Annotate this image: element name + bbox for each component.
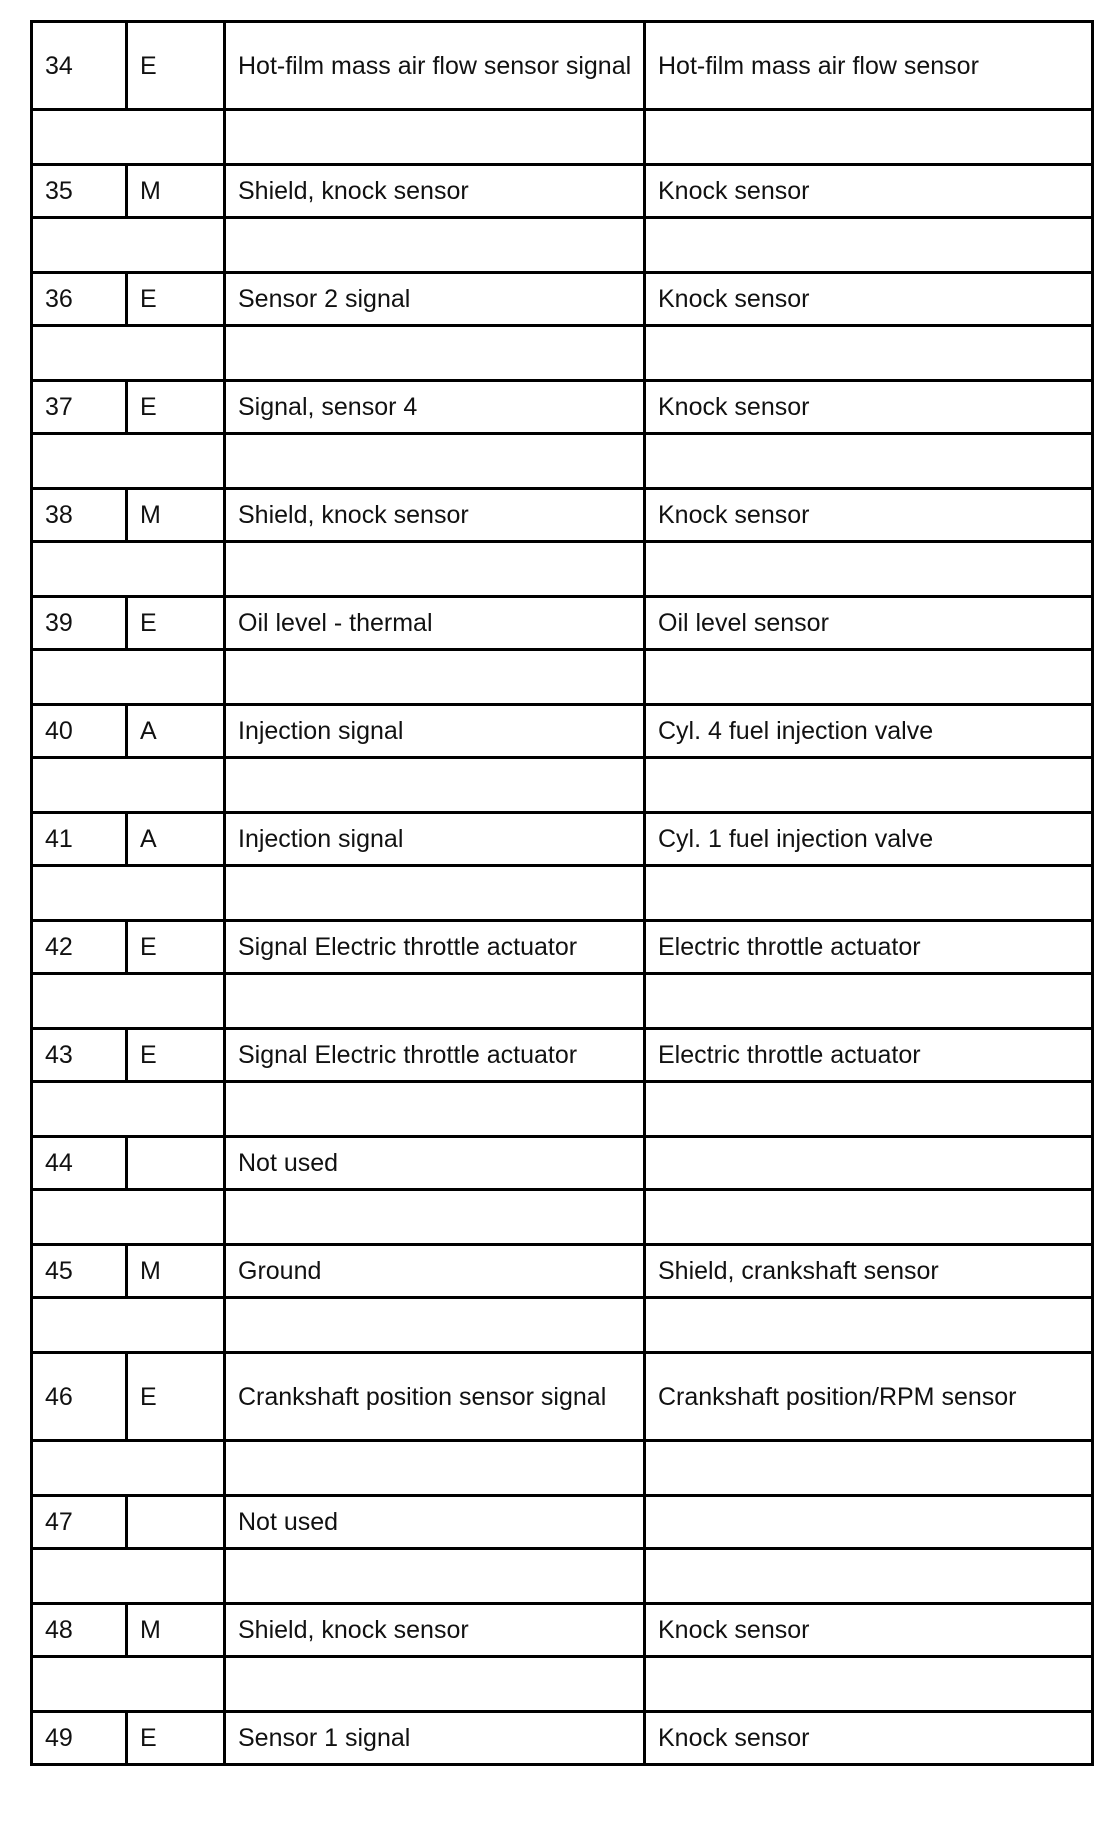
spacer-row [32,1657,1093,1712]
spacer-cell [645,1190,1093,1245]
spacer-cell [32,1549,225,1604]
spacer-cell [645,758,1093,813]
pin-number-cell: 40 [32,705,127,758]
component-cell: Knock sensor [645,1604,1093,1657]
signal-description-cell: Injection signal [225,813,645,866]
spacer-cell [645,1298,1093,1353]
pin-row [32,1496,1093,1549]
pin-number-cell: 34 [32,22,127,110]
signal-description-cell: Signal Electric throttle actuator [225,1029,645,1082]
spacer-row [32,110,1093,165]
spacer-cell [645,1441,1093,1496]
spacer-row [32,1298,1093,1353]
pin-assignment-table [30,20,1094,1766]
pin-row [32,22,1093,110]
component-cell: Shield, crankshaft sensor [645,1245,1093,1298]
signal-type-cell: M [127,1245,225,1298]
signal-type-cell: M [127,165,225,218]
pin-number-cell: 35 [32,165,127,218]
signal-type-cell: M [127,489,225,542]
component-cell: Cyl. 1 fuel injection valve [645,813,1093,866]
component-cell: Knock sensor [645,381,1093,434]
spacer-row [32,326,1093,381]
pin-row [32,1712,1093,1765]
component-cell: Cyl. 4 fuel injection valve [645,705,1093,758]
signal-description-cell: Shield, knock sensor [225,165,645,218]
pin-row [32,1029,1093,1082]
pin-number-cell: 44 [32,1137,127,1190]
signal-type-cell: M [127,1604,225,1657]
pin-number-cell: 42 [32,921,127,974]
signal-type-cell: E [127,597,225,650]
spacer-cell [645,326,1093,381]
component-cell: Knock sensor [645,165,1093,218]
pin-row [32,813,1093,866]
spacer-cell [32,1441,225,1496]
spacer-cell [32,650,225,705]
signal-description-cell: Ground [225,1245,645,1298]
pin-number-cell: 38 [32,489,127,542]
spacer-cell [225,326,645,381]
pin-number-cell: 49 [32,1712,127,1765]
pin-row [32,1353,1093,1441]
pin-number-cell: 46 [32,1353,127,1441]
signal-type-cell: E [127,381,225,434]
pin-row [32,1245,1093,1298]
spacer-cell [225,1441,645,1496]
spacer-cell [32,974,225,1029]
signal-type-cell: E [127,273,225,326]
spacer-row [32,1190,1093,1245]
signal-type-cell: E [127,1029,225,1082]
signal-type-cell: E [127,22,225,110]
spacer-cell [645,542,1093,597]
spacer-cell [225,974,645,1029]
pin-row [32,921,1093,974]
pin-number-cell: 41 [32,813,127,866]
spacer-cell [32,866,225,921]
pin-row [32,597,1093,650]
spacer-cell [225,650,645,705]
signal-description-cell: Oil level - thermal [225,597,645,650]
component-cell: Electric throttle actuator [645,921,1093,974]
spacer-row [32,1441,1093,1496]
signal-description-cell: Hot-film mass air flow sensor signal [225,22,645,110]
spacer-cell [645,866,1093,921]
spacer-cell [32,326,225,381]
component-cell: Knock sensor [645,489,1093,542]
spacer-cell [225,1082,645,1137]
pin-number-cell: 47 [32,1496,127,1549]
spacer-cell [225,434,645,489]
signal-type-cell: A [127,813,225,866]
component-cell: Knock sensor [645,1712,1093,1765]
pin-row [32,489,1093,542]
spacer-cell [645,1549,1093,1604]
component-cell: Hot-film mass air flow sensor [645,22,1093,110]
spacer-cell [645,434,1093,489]
signal-type-cell: E [127,1712,225,1765]
pin-number-cell: 48 [32,1604,127,1657]
pin-row [32,1137,1093,1190]
spacer-cell [32,434,225,489]
spacer-row [32,866,1093,921]
signal-type-cell [127,1496,225,1549]
signal-description-cell: Sensor 1 signal [225,1712,645,1765]
spacer-cell [645,110,1093,165]
signal-description-cell: Sensor 2 signal [225,273,645,326]
spacer-cell [225,1657,645,1712]
spacer-row [32,218,1093,273]
pin-number-cell: 39 [32,597,127,650]
spacer-row [32,542,1093,597]
signal-description-cell: Crankshaft position sensor signal [225,1353,645,1441]
component-cell [645,1496,1093,1549]
signal-type-cell: E [127,1353,225,1441]
pin-row [32,381,1093,434]
spacer-cell [225,542,645,597]
spacer-cell [32,1657,225,1712]
spacer-cell [32,758,225,813]
signal-description-cell: Not used [225,1496,645,1549]
spacer-cell [225,1298,645,1353]
spacer-cell [225,218,645,273]
signal-type-cell: A [127,705,225,758]
spacer-row [32,1549,1093,1604]
signal-description-cell: Shield, knock sensor [225,489,645,542]
spacer-cell [225,758,645,813]
pin-row [32,705,1093,758]
signal-description-cell: Signal Electric throttle actuator [225,921,645,974]
pin-number-cell: 37 [32,381,127,434]
component-cell: Electric throttle actuator [645,1029,1093,1082]
spacer-cell [32,110,225,165]
pin-table-body [32,22,1093,1765]
spacer-cell [645,650,1093,705]
spacer-cell [32,542,225,597]
component-cell: Crankshaft position/RPM sensor [645,1353,1093,1441]
spacer-cell [32,1082,225,1137]
signal-description-cell: Not used [225,1137,645,1190]
pin-number-cell: 36 [32,273,127,326]
spacer-cell [645,1082,1093,1137]
spacer-cell [32,218,225,273]
spacer-row [32,758,1093,813]
signal-type-cell: E [127,921,225,974]
spacer-cell [225,866,645,921]
component-cell: Oil level sensor [645,597,1093,650]
spacer-cell [225,1190,645,1245]
spacer-cell [32,1298,225,1353]
pin-row [32,165,1093,218]
spacer-cell [32,1190,225,1245]
spacer-row [32,650,1093,705]
pin-row [32,273,1093,326]
spacer-row [32,974,1093,1029]
spacer-cell [645,1657,1093,1712]
component-cell [645,1137,1093,1190]
signal-description-cell: Shield, knock sensor [225,1604,645,1657]
spacer-row [32,1082,1093,1137]
spacer-row [32,434,1093,489]
signal-description-cell: Signal, sensor 4 [225,381,645,434]
spacer-cell [645,974,1093,1029]
spacer-cell [645,218,1093,273]
signal-description-cell: Injection signal [225,705,645,758]
component-cell: Knock sensor [645,273,1093,326]
signal-type-cell [127,1137,225,1190]
spacer-cell [225,1549,645,1604]
pin-row [32,1604,1093,1657]
pin-number-cell: 43 [32,1029,127,1082]
pin-number-cell: 45 [32,1245,127,1298]
spacer-cell [225,110,645,165]
